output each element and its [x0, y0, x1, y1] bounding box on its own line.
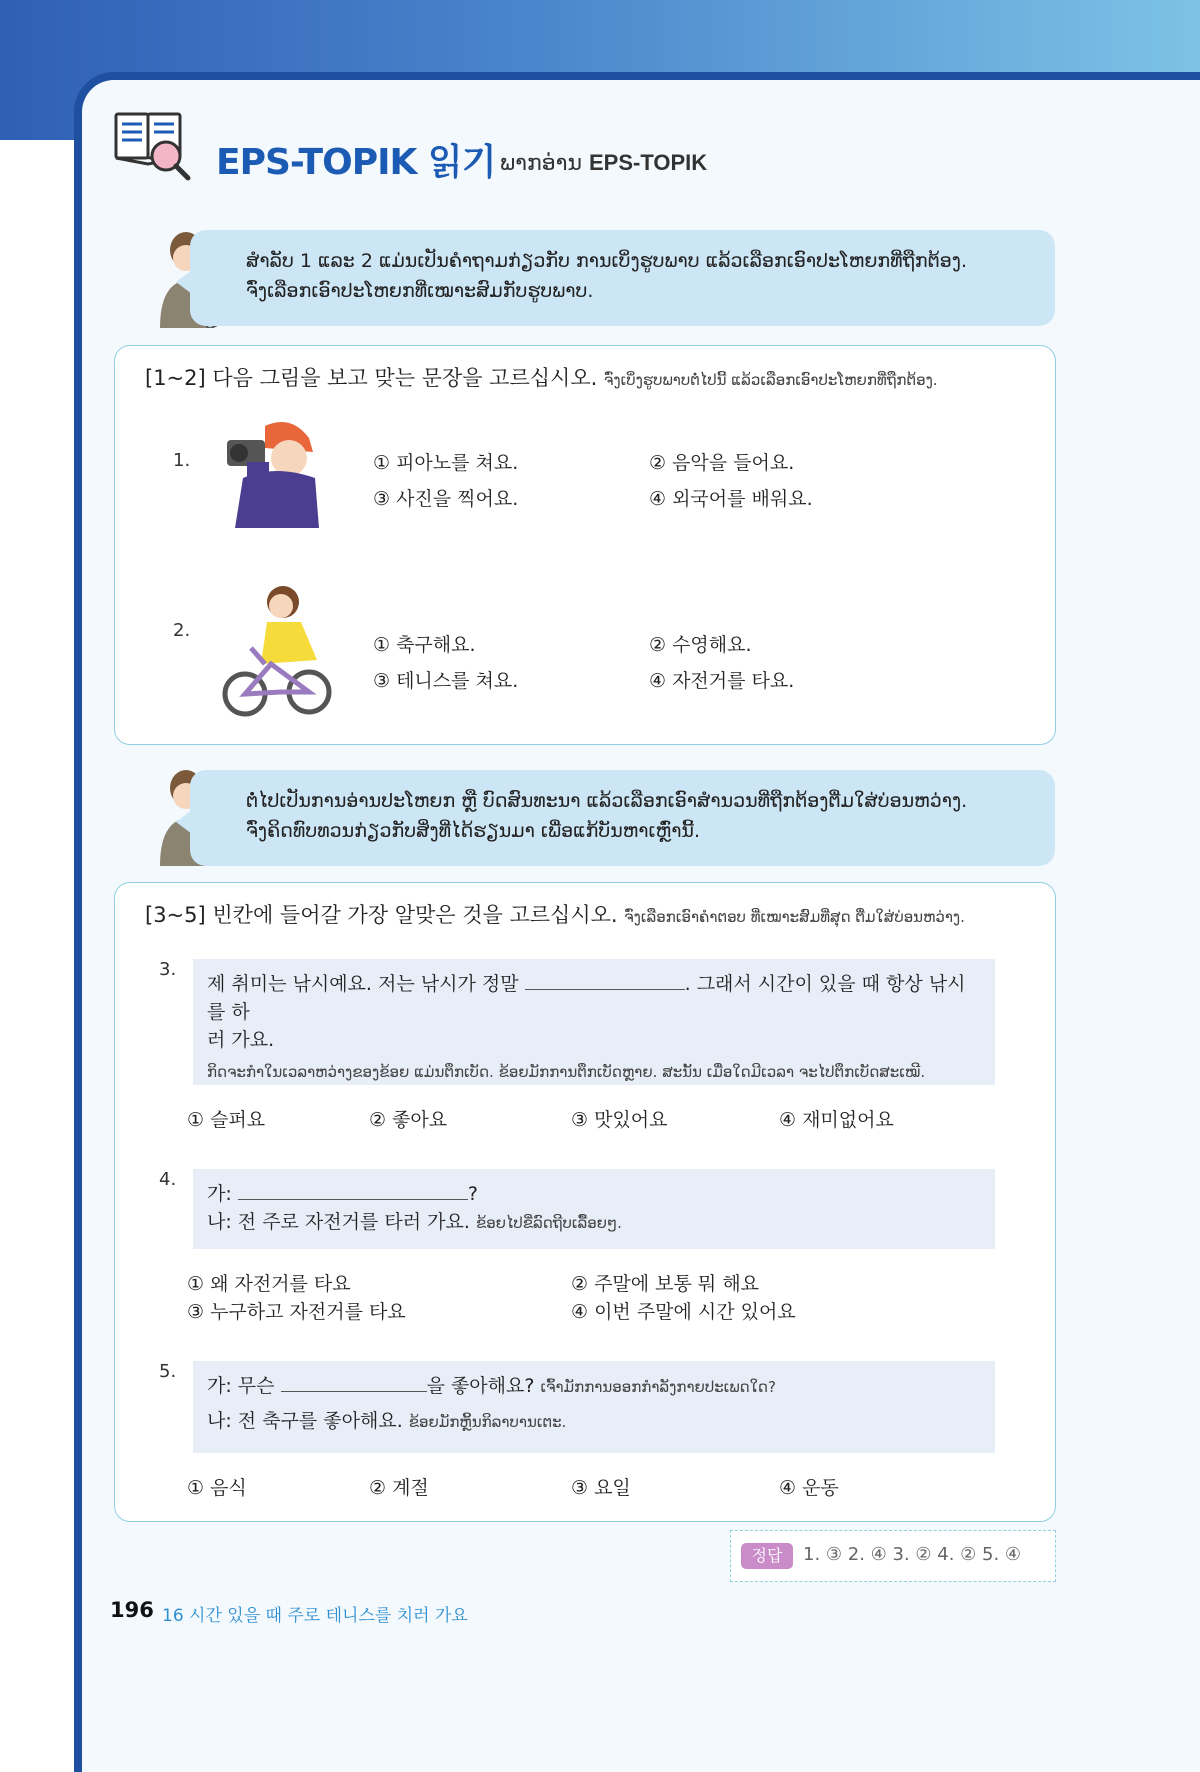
question-5-panel: 가: 무슨 을 좋아해요? ເຈົ້າມັກການອອກກຳລັງກາຍປະເພດໃດ? 나: 전 축구를 좋아해요. ຂ້ອຍມັກຫຼິ້ນກິລາບານເຕະ. [193, 1361, 995, 1453]
option-2-2[interactable]: ② 수영해요. [649, 634, 752, 656]
instruction-1-2: [1~2] 다음 그림을 보고 맞는 문장을 고르십시오. ຈົ່ງເບິ່ງຮູບພາບຕໍ່ໄປນີ້ ແລ້ວເລືອກເອົາປະໂຫຍກທີ່ຖືກຕ້ອງ. [145, 366, 938, 390]
option-3-1[interactable]: ① 슬퍼요 [187, 1109, 266, 1131]
option-2-3[interactable]: ③ 테니스를 쳐요. [373, 670, 519, 692]
instruction-3-5: [3~5] 빈칸에 들어갈 가장 알맞은 것을 고르십시오. ຈົ່ງເລືອກເອົາຄຳຕອບ ທີ່ເໝາະສົມທີ່ສຸດ ຕື່ມໃສ່ບ່ອນຫວ່າງ. [145, 903, 965, 927]
question-number: 1. [173, 450, 191, 471]
option-3-4[interactable]: ④ 재미없어요 [779, 1109, 894, 1131]
page-title: EPS-TOPIK 읽기 [216, 142, 496, 183]
answer-blank [525, 969, 685, 990]
option-1-3[interactable]: ③ 사진을 찍어요. [373, 488, 519, 510]
answer-label-badge: 정답 [741, 1543, 793, 1569]
option-5-4[interactable]: ④ 운동 [779, 1477, 839, 1499]
answer-key-text: 1. ③ 2. ④ 3. ② 4. ② 5. ④ [803, 1544, 1022, 1565]
question-number: 2. [173, 620, 191, 641]
question-number: 3. [159, 959, 177, 980]
page-subtitle: ພາກອ່ານ EPS-TOPIK [500, 150, 708, 176]
option-3-3[interactable]: ③ 맛있어요 [571, 1109, 668, 1131]
option-1-2[interactable]: ② 음악을 들어요. [649, 452, 795, 474]
answer-blank [238, 1179, 468, 1200]
question-4-panel: 가: ? 나: 전 주로 자전거를 타러 가요. ຂ້ອຍໄປຂີ່ລົດຖີບເລື້ອຍໆ. [193, 1169, 995, 1249]
question-box-1-2 [114, 345, 1056, 745]
instruction-bubble-2: ຕໍ່ໄປເປັນການອ່ານປະໂຫຍກ ຫຼື ບົດສົນທະນາ ແລ້ວເລືອກເອົາສຳນວນທີ່ຖືກຕ້ອງຕື່ມໃສ່ບ່ອນຫວ່າງ. ຈົ່ງຄິດທົບທວນກ່ຽວກັບສິ່ງທີ່ໄດ້ຮຽນມາ ເພື່ອແກ້ບັນຫາເຫຼົ່ານີ້. [190, 770, 1055, 866]
question-number: 4. [159, 1169, 177, 1190]
answer-blank [281, 1371, 427, 1392]
question-box-3-5 [114, 882, 1056, 1522]
option-5-3[interactable]: ③ 요일 [571, 1477, 631, 1499]
option-4-1[interactable]: ① 왜 자전거를 타요 [187, 1273, 351, 1295]
option-4-3[interactable]: ③ 누구하고 자전거를 타요 [187, 1301, 406, 1323]
question-3-panel: 제 취미는 낚시예요. 저는 낚시가 정말 . 그래서 시간이 있을 때 항상 낚시를 하 러 가요. ກິດຈະກຳໃນເວລາຫວ່າງຂອງຂ້ອຍ ແມ່ນຕຶກເບັດ. ຂ້ອຍມັກການຕຶກເບັດຫຼາຍ. ສະນັ້ນ ເມື່ອໃດມີເວລາ ຈະໄປຕຶກເບັດສະເໝີ. [193, 959, 995, 1085]
option-3-2[interactable]: ② 좋아요 [369, 1109, 448, 1131]
option-5-2[interactable]: ② 계절 [369, 1477, 429, 1499]
girl-on-bicycle-illustration-icon [221, 582, 333, 718]
answer-key [730, 1530, 1056, 1582]
instruction-bubble-1: ສຳລັບ 1 ແລະ 2 ແມ່ນເປັນຄຳຖາມກ່ຽວກັບ ການເບິ່ງຮູບພາບ ແລ້ວເລືອກເອົາປະໂຫຍກທີ່ຖືກຕ້ອງ. ຈົ່ງເລືອກເອົາປະໂຫຍກທີ່ເໝາະສົມກັບຮູບພາບ. [190, 230, 1055, 326]
question-number: 5. [159, 1361, 177, 1382]
option-1-1[interactable]: ① 피아노를 쳐요. [373, 452, 519, 474]
option-5-1[interactable]: ① 음식 [187, 1477, 247, 1499]
book-magnifier-icon [112, 108, 192, 184]
option-4-4[interactable]: ④ 이번 주말에 시간 있어요 [571, 1301, 796, 1323]
option-2-4[interactable]: ④ 자전거를 타요. [649, 670, 795, 692]
option-4-2[interactable]: ② 주말에 보통 뭐 해요 [571, 1273, 760, 1295]
option-1-4[interactable]: ④ 외국어를 배워요. [649, 488, 813, 510]
chapter-title: 16 시간 있을 때 주로 테니스를 치러 가요 [162, 1606, 468, 1626]
photographer-illustration-icon [225, 418, 329, 528]
page-number: 196 [110, 1598, 154, 1622]
option-2-1[interactable]: ① 축구해요. [373, 634, 476, 656]
